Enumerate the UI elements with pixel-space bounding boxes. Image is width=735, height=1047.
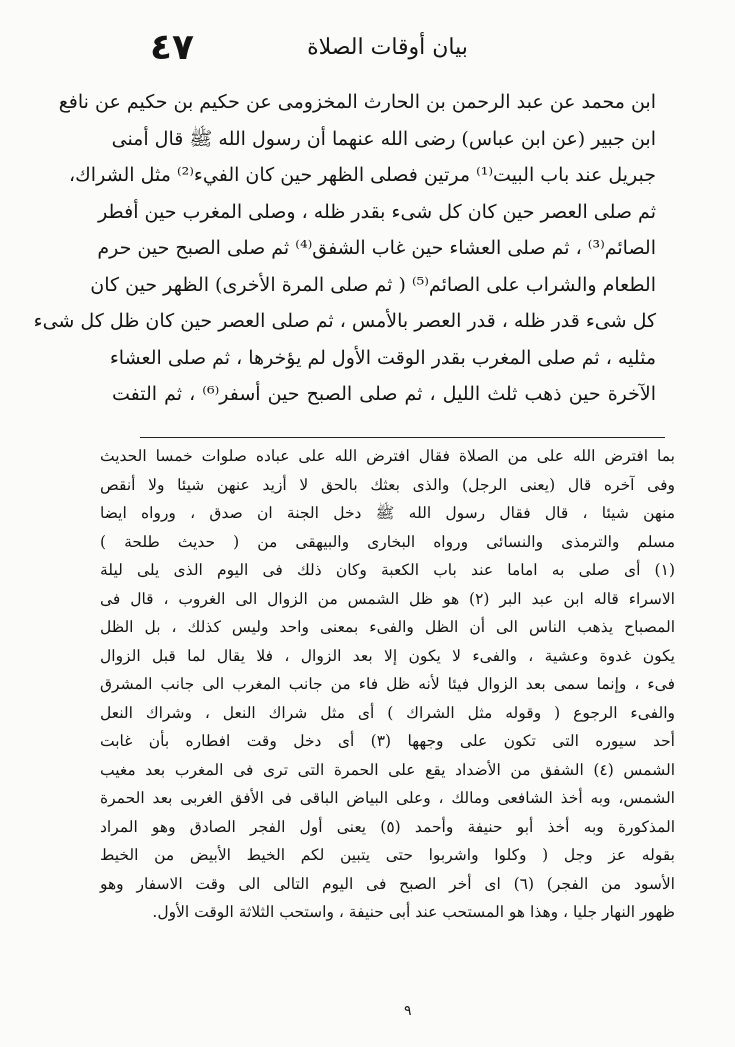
main-text-line: مثليه ، ثم صلى المغرب بقدر الوقت الأول لم يؤخرها ، ثم صلى العشاء (109, 346, 656, 369)
footnote-line: الشمس، وبه أخذ الشافعى ومالك ، وعلى البياض الباقى فى الأفق الغربى بعد الحمرة (100, 789, 675, 807)
page-number: ٤٧ (150, 27, 194, 68)
main-text-line: الصائم⁽³⁾ ، ثم صلى العشاء حين غاب الشفق⁽⁴⁾ ثم صلى الصبح حين حرم (97, 237, 656, 259)
footnote-line: منهن شيئا ، قال فقال رسول الله ﷺ دخل الجنة ان صدق ، ورواه ايضا (100, 504, 675, 522)
footnote-line: الأسود من الفجر) (٦) اى أخر الصبح فى اليوم التالى الى وقت الاسفار وهو (100, 874, 675, 893)
footnote-line: ظهور النهار جليا ، وهذا هو المستحب عند أبى حنيفة ، واستحب الثلاثة الوقت الأول. (152, 903, 675, 921)
footnote-line: الاسراء قاله ابن عبد البر (٢) هو ظل الشمس من الزوال الى الغروب ، قال فى (100, 589, 675, 608)
footnote-line: أحد سيوره التى تكون على وجهها (٣) أى دخل وقت افطاره بأن غابت (100, 732, 675, 750)
main-text (33, 84, 656, 413)
footnote-line: مسلم والترمذى والنسائى ورواه البخارى والبيهقى من ( حديث طلحة ) (100, 532, 675, 551)
page-header (140, 26, 635, 70)
main-text-line: جبريل عند باب البيت⁽¹⁾ مرتين فصلى الظهر حين كان الفيء⁽²⁾ مثل الشراك، (69, 164, 656, 186)
footnote-line: (١) أى صلى به اماما عند باب الكعبة وكان ذلك فى اليوم الذى يلى ليلة (100, 561, 675, 579)
footnote-line: بقوله عز وجل ( وكلوا واشربوا حتى يتبين لكم الخيط الأبيض من الخيط (100, 846, 675, 864)
footnote-line: يكون غدوة وعشية ، والفىء لا يكون إلا بعد الزوال ، فلا يقال لما قبل الزوال (100, 646, 675, 665)
footnote-divider (140, 437, 665, 438)
signature-mark: ٩ (404, 1003, 412, 1019)
footnote-line: فىء ، وإنما سمى بعد الزوال فيئا لأنه ظل فاء من جانب المغرب الى جانب المشرق (100, 675, 675, 693)
footnote-line: بما افترض الله على من الصلاة فقال افترض الله على عباده صلوات خمسا الحديث (100, 447, 675, 465)
main-text-line: ابن محمد عن عبد الرحمن بن الحارث المخزومى عن حكيم بن حكيم عن نافع (58, 91, 656, 113)
main-text-line: ثم صلى العصر حين كان كل شىء بقدر ظله ، وصلى المغرب حين أفطر (98, 200, 656, 223)
footnote-line: وفى آخره قال (يعنى الرجل) والذى بعثك بالحق لا أزيد عنهن شيئا ولا أنقص (100, 475, 675, 494)
running-title: بيان أوقات الصلاة (307, 35, 468, 60)
main-text-line: كل شىء قدر ظله ، قدر العصر بالأمس ، ثم صلى العصر حين كان ظل كل شىء (33, 310, 656, 332)
main-text-line: الطعام والشراب على الصائم⁽⁵⁾ ( ثم صلى المرة الأخرى) الظهر حين كان (90, 273, 656, 296)
footnotes (100, 442, 675, 927)
footnote-line: والفىء الرجوع ( وقوله مثل الشراك ) أى مثل شراك النعل ، وشراك النعل (100, 703, 675, 722)
main-text-line: الآخرة حين ذهب ثلث الليل ، ثم صلى الصبح حين أسفر⁽⁶⁾ ، ثم التفت (112, 383, 656, 405)
footnote-line: المذكورة وبه أخذ أبو حنيفة وأحمد (٥) يعنى أول الفجر الصادق وهو المراد (100, 817, 675, 836)
footnote-line: الشمس (٤) الشفق من الأضداد يقع على الحمرة التى ترى فى المغرب بعد مغيب (100, 760, 675, 779)
footnote-line: المصباح يذهب الناس الى أن الظل والفىء بمعنى واحد وليس كذلك ، بل الظل (100, 618, 675, 636)
main-text-line: ابن جبير (عن ابن عباس) رضى الله عنهما أن رسول الله ﷺ قال أمنى (111, 127, 656, 150)
